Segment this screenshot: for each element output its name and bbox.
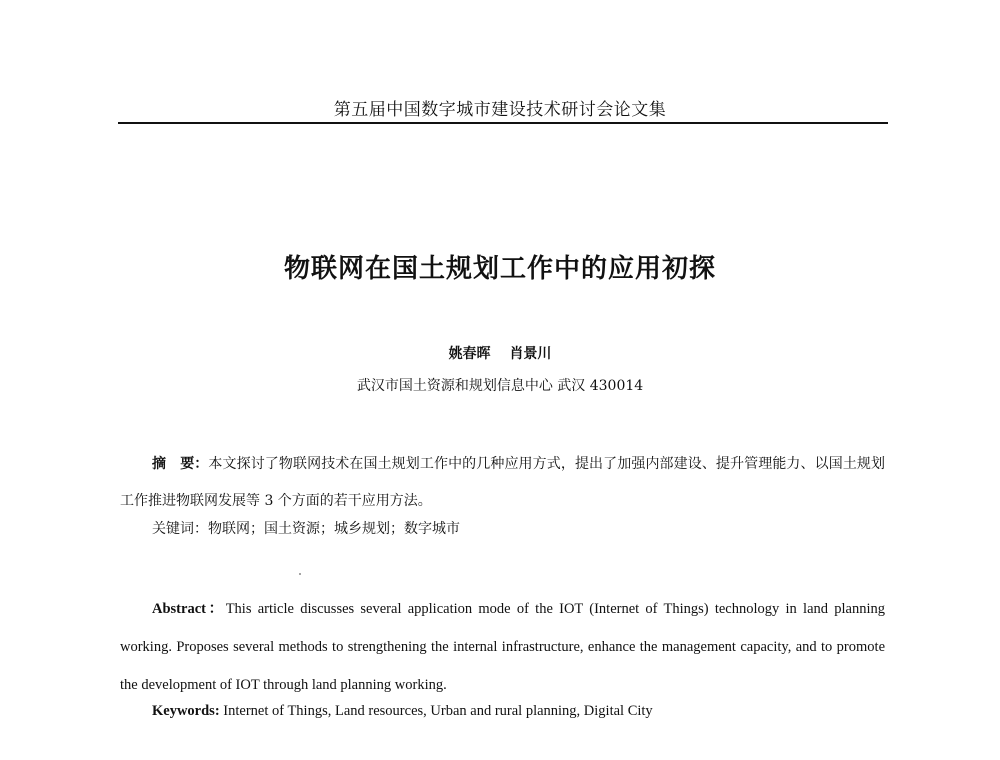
paper-title: 物联网在国土规划工作中的应用初探: [283, 254, 716, 284]
header-rule: [118, 122, 888, 124]
affiliation: 武汉市国土资源和规划信息中心 武汉 430014: [356, 378, 644, 394]
english-abstract-text: This article discusses several application mode of the IOT (Internet of Things) technology in land planning working. Proposes several methods to strengthening the internal infrastructure, enhance the management capacity, and to promote the development of IOT through land planning working.: [120, 601, 885, 693]
author-name: 肖景川: [509, 346, 552, 362]
author-name: 姚春晖: [448, 346, 491, 362]
author-list: [0, 343, 1000, 363]
english-keywords-label: Keywords:: [152, 703, 220, 719]
chinese-keywords-label: 关键词：: [152, 521, 208, 537]
english-abstract-label: Abstract：: [152, 601, 226, 617]
chinese-keywords-text: 物联网；国土资源；城乡规划；数字城市: [208, 521, 460, 537]
chinese-abstract-text: 本文探讨了物联网技术在国土规划工作中的几种应用方式，提出了加强内部建设、提升管理能力、以国土规划工作推进物联网发展等 3 个方面的若干应用方法。: [120, 456, 886, 509]
chinese-keywords: [152, 518, 460, 538]
running-header: 第五届中国数字城市建设技术研讨会论文集: [333, 100, 667, 120]
english-keywords-text: Internet of Things, Land resources, Urban and rural planning, Digital City: [223, 703, 653, 719]
scan-speck: [299, 573, 301, 575]
chinese-abstract: [120, 446, 885, 520]
english-abstract: [120, 590, 885, 704]
english-keywords: [152, 703, 653, 720]
chinese-abstract-label: 摘 要：: [152, 456, 209, 472]
